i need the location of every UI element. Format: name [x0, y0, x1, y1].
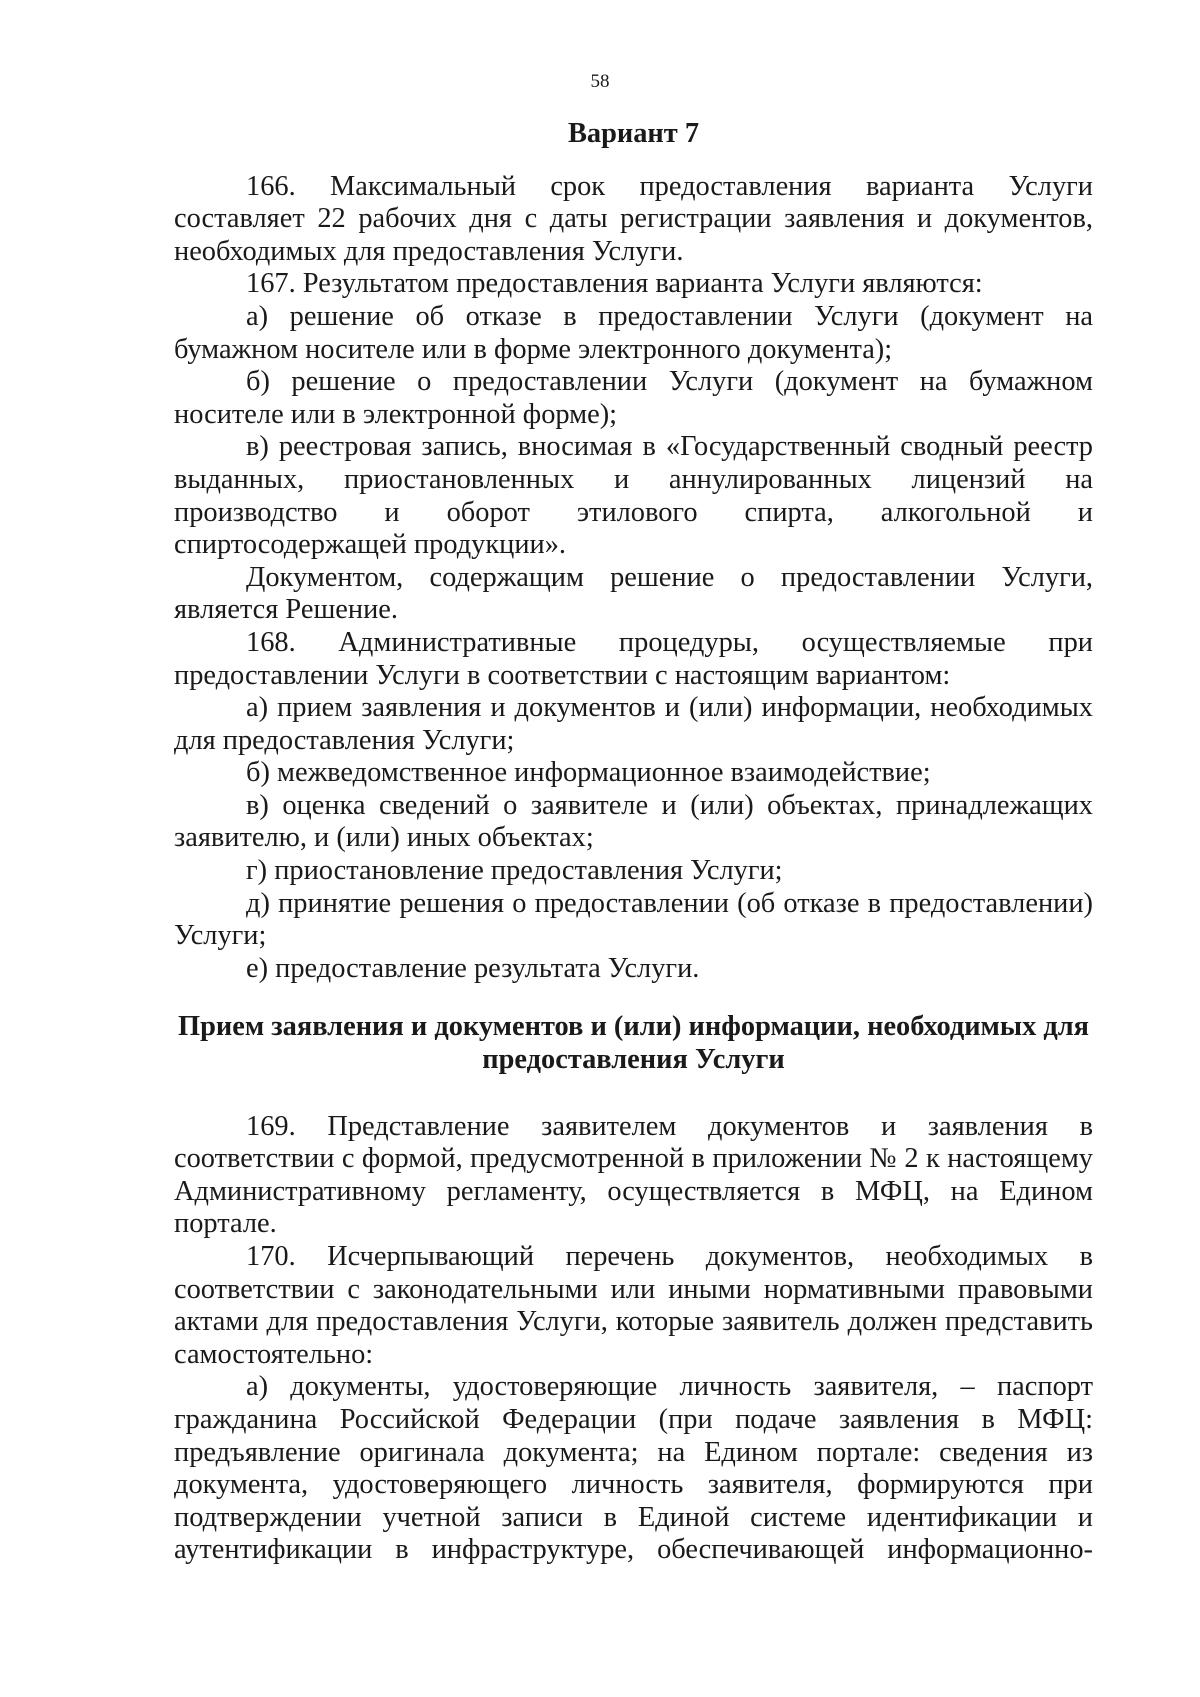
paragraph-167: 167. Результатом предоставления варианта Услуги являются:	[246, 268, 983, 300]
page-number: 58	[590, 71, 610, 92]
paragraph-decision-document: Документом, содержащим решение о предоставлении Услуги, является Решение.	[174, 561, 1093, 626]
list-item-167-a: а) решение об отказе в предоставлении Услуги (документ на бумажном носителе или в форме электронного документа);	[174, 300, 1093, 365]
list-item-168-a: а) прием заявления и документов и (или) информации, необходимых для предоставления Услуги;	[174, 692, 1093, 756]
variant-title: Вариант 7	[567, 118, 700, 149]
page-content	[174, 118, 1093, 1567]
list-item-170-a: а) документы, удостоверяющие личность заявителя, – паспорт гражданина Российской Федерации (при подаче заявления в МФЦ: предъявление оригинала документа; на Едином портале: сведения из документа, удостоверяющего личность заявителя, формируются при подтверждении учетной записи в Единой системе идентификации и аутентификации в инфраструктуре, обеспечивающей информационно-	[174, 1371, 1093, 1566]
list-item-168-g: г) приостановление предоставления Услуги;	[246, 855, 783, 887]
list-item-167-b: б) решение о предоставлении Услуги (документ на бумажном носителе или в электронной форме);	[174, 366, 1093, 430]
paragraph-166: 166. Максимальный срок предоставления варианта Услуги составляет 22 рабочих дня с даты регистрации заявления и документов, необходимых для предоставления Услуги.	[174, 170, 1093, 267]
list-item-168-e: е) предоставление результата Услуги.	[246, 952, 700, 984]
paragraph-170: 170. Исчерпывающий перечень документов, необходимых в соответствии с законодательными или иными нормативными правовыми актами для предоставления Услуги, которые заявитель должен представить самостоятельно:	[174, 1241, 1093, 1370]
paragraph-169: 169. Представление заявителем документов и заявления в соответствии с формой, предусмотренной в приложении № 2 к настоящему Административному регламенту, осуществляется в МФЦ, на Едином портале.	[174, 1110, 1093, 1240]
section-heading: Прием заявления и документов и (или) информации, необходимых для предоставления Услуги	[177, 1011, 1090, 1076]
list-item-168-d: д) принятие решения о предоставлении (об отказе в предоставлении) Услуги;	[174, 887, 1093, 952]
list-item-168-v: в) оценка сведений о заявителе и (или) объектах, принадлежащих заявителю, и (или) иных объектах;	[174, 789, 1093, 854]
list-item-167-v: в) реестровая запись, вносимая в «Государственный сводный реестр выданных, приостановленных и аннулированных лицензий на производство и оборот этилового спирта, алкогольной и спиртосодержащей продукции».	[174, 431, 1093, 561]
paragraph-168: 168. Административные процедуры, осуществляемые при предоставлении Услуги в соответствии с настоящим вариантом:	[174, 626, 1093, 691]
list-item-168-b: б) межведомственное информационное взаимодействие;	[246, 757, 931, 789]
